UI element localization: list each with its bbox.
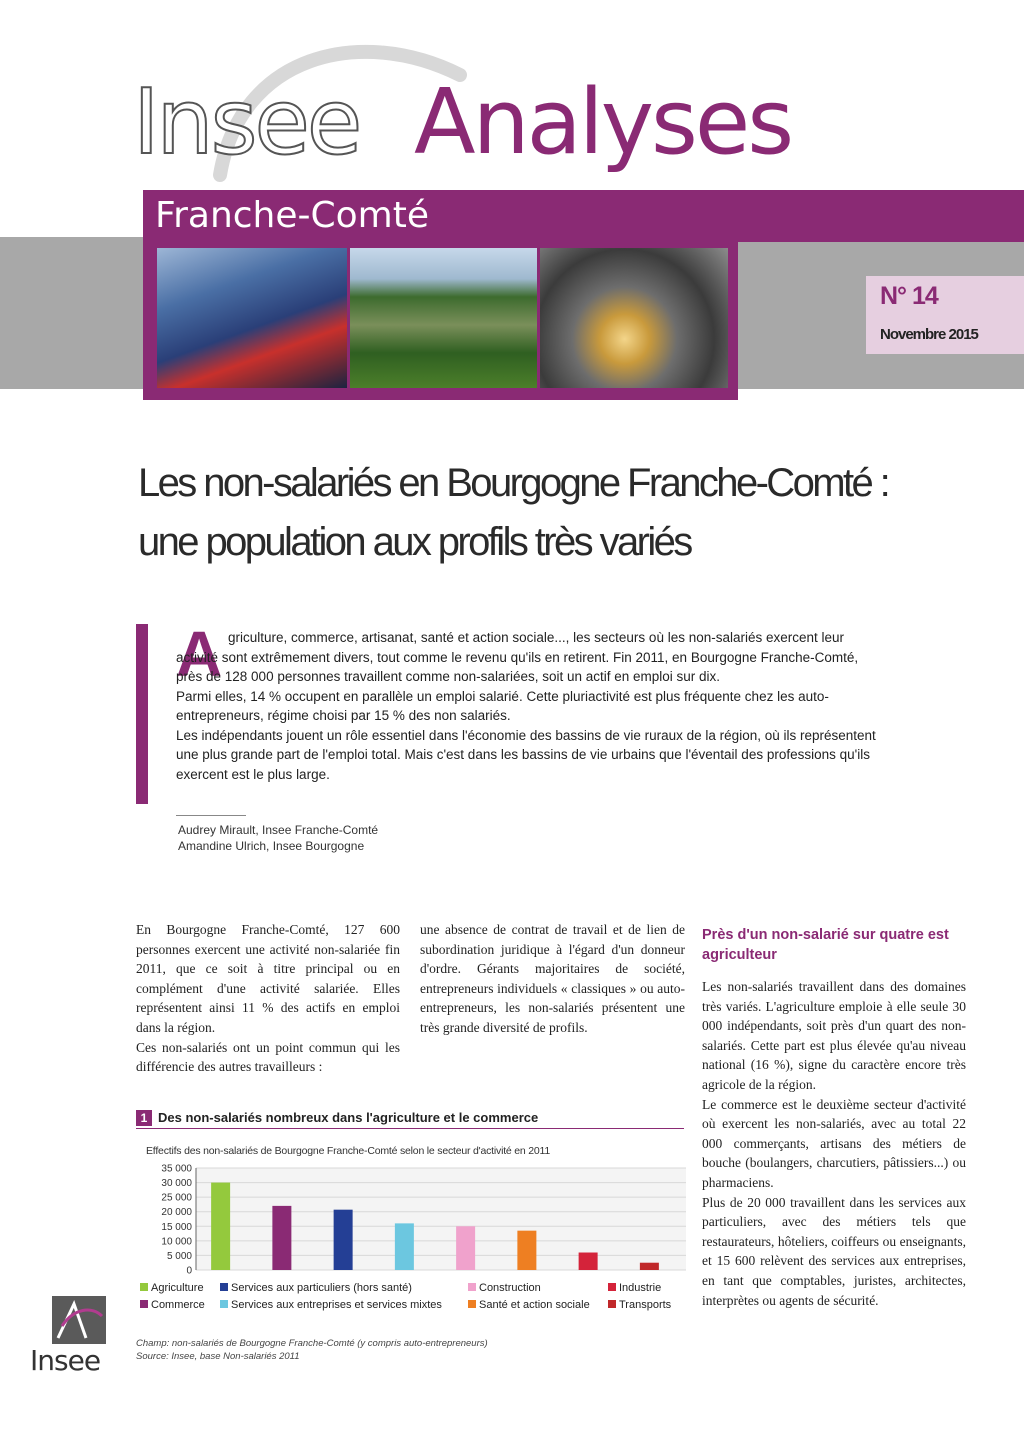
body-column-1 bbox=[136, 920, 400, 1077]
bar-chart bbox=[140, 1160, 688, 1280]
legend-swatch bbox=[140, 1300, 148, 1308]
col3-paragraph-3: Plus de 20 000 travaillent dans les services aux particuliers, avec des métiers tels que restaurateurs, hôteliers, coiffeurs ou enseignants, et 15 600 relèvent des services aux entreprises, en tant que comptables, juristes, architectes, interprètes ou agents de sécurité. bbox=[702, 1194, 966, 1308]
intro-accent-bar bbox=[136, 624, 148, 804]
col2-paragraph-1: une absence de contrat de travail et de lien de subordination juridique à l'égard d'un donneur d'ordre. Gérants majoritaires de société, entrepreneurs individuels « classiques » ou auto-entrepreneurs, les non-salariés présentent une très grande diversité de profils. bbox=[420, 922, 685, 1035]
legend-swatch bbox=[220, 1283, 228, 1291]
author-1: Audrey Mirault, Insee Franche-Comté bbox=[178, 823, 379, 837]
bar-services-aux-entreprises-et-services-mixtes bbox=[395, 1223, 414, 1270]
bar-transports bbox=[640, 1263, 659, 1270]
legend-swatch bbox=[468, 1300, 476, 1308]
chart-title: Effectifs des non-salariés de Bourgogne Franche-Comté selon le secteur d'activité en 2011 bbox=[146, 1145, 551, 1157]
legend-label: Industrie bbox=[619, 1282, 662, 1294]
legend-item bbox=[608, 1298, 671, 1312]
figure-title: Des non-salariés nombreux dans l'agriculture et le commerce bbox=[158, 1110, 539, 1125]
bar-sant-et-action-sociale bbox=[517, 1231, 536, 1270]
legend-item bbox=[140, 1281, 204, 1295]
insee-logo-icon bbox=[52, 1296, 106, 1344]
bar-commerce bbox=[272, 1206, 291, 1270]
y-tick-label: 35 000 bbox=[161, 1163, 192, 1175]
article-title-line-1: Les non-salariés en Bourgogne Franche-Comté : bbox=[138, 461, 889, 505]
intro-paragraph-3: Les indépendants jouent un rôle essentiel dans l'économie des bassins de vie ruraux de la région, où ils représentent une plus grande part de l'emploi total. Mais c'est dans les bassins de vie urbains que l'éventail des professions qu'ils exercent est le plus large. bbox=[176, 727, 876, 782]
photo-village-landscape bbox=[350, 248, 537, 388]
authors bbox=[178, 822, 378, 854]
bar-agriculture bbox=[211, 1183, 230, 1270]
legend-label: Transports bbox=[619, 1299, 672, 1311]
region-title: Franche-Comté bbox=[155, 195, 430, 236]
legend-label: Commerce bbox=[151, 1299, 205, 1311]
col3-paragraph-2: Le commerce est le deuxième secteur d'activité où exercent les non-salariés, avec au total 22 000 commerçants, artisans des métiers de bouche (boulangers, charcutiers, pâtissiers...) ou pharmaciens. bbox=[702, 1096, 966, 1190]
bar-construction bbox=[456, 1226, 475, 1270]
legend-item bbox=[220, 1281, 412, 1295]
intro-paragraph-1: griculture, commerce, artisanat, santé et action sociale..., les secteurs où les non-salariés exercent leur activité sont extrêmement divers, tout comme le revenu qu'ils en retirent. Fin 2011, en Bourgogne Franche-Comté, près de 128 000 personnes travaillent comme non-salariées, soit un actif en emploi sur dix. bbox=[176, 630, 859, 684]
legend-item bbox=[468, 1281, 541, 1295]
author-divider bbox=[176, 815, 246, 816]
issue-date: Novembre 2015 bbox=[880, 326, 978, 343]
y-tick-label: 0 bbox=[186, 1265, 192, 1277]
article-title bbox=[138, 454, 988, 572]
intro-summary bbox=[176, 628, 876, 784]
legend-item bbox=[468, 1298, 590, 1312]
body-column-2 bbox=[420, 920, 685, 1038]
chart-legend bbox=[140, 1281, 688, 1313]
legend-label: Santé et action sociale bbox=[479, 1299, 590, 1311]
brand-analyses: Analyses bbox=[414, 70, 792, 175]
y-tick-label: 10 000 bbox=[161, 1236, 192, 1248]
legend-label: Agriculture bbox=[151, 1282, 204, 1294]
header-photo-strip bbox=[143, 242, 738, 400]
intro-dropcap: A bbox=[176, 618, 223, 690]
intro-paragraph-2: Parmi elles, 14 % occupent en parallèle un emploi salarié. Cette pluriactivité est plus fréquente chez les auto-entrepreneurs, régime choisi par 15 % des non salariés. bbox=[176, 688, 829, 723]
bar-industrie bbox=[579, 1253, 598, 1270]
y-tick-label: 25 000 bbox=[161, 1192, 192, 1204]
figure-notes bbox=[136, 1337, 488, 1363]
y-tick-label: 30 000 bbox=[161, 1178, 192, 1190]
figure-number: 1 bbox=[136, 1110, 152, 1126]
legend-swatch bbox=[608, 1283, 616, 1291]
legend-label: Construction bbox=[479, 1282, 541, 1294]
figure-source-note: Source: Insee, base Non-salariés 2011 bbox=[136, 1351, 300, 1362]
brand-insee: Insee bbox=[133, 70, 360, 175]
legend-item bbox=[140, 1298, 205, 1312]
issue-number: N° 14 bbox=[880, 282, 938, 310]
col1-paragraph-2: Ces non-salariés ont un point commun qui les différencie des autres travailleurs : bbox=[136, 1039, 400, 1075]
photo-industrial-machining bbox=[540, 248, 728, 388]
legend-label: Services aux entreprises et services mixtes bbox=[231, 1299, 442, 1311]
col3-paragraph-1: Les non-salariés travaillent dans des domaines très variés. L'agriculture emploie à elle seule 30 000 indépendants, soit près d'un quart des non-salariés. Cette part est plus élevée qu'au niveau national (16 %), signe du caractère encore très agricole de la région. bbox=[702, 979, 966, 1092]
y-tick-label: 20 000 bbox=[161, 1207, 192, 1219]
figure-scope-note: Champ: non-salariés de Bourgogne Franche-Comté (y compris auto-entrepreneurs) bbox=[136, 1338, 488, 1349]
legend-label: Services aux particuliers (hors santé) bbox=[231, 1282, 412, 1294]
bar-services-aux-particuliers-hors-sant bbox=[334, 1210, 353, 1270]
author-2: Amandine Ulrich, Insee Bourgogne bbox=[178, 839, 365, 853]
y-tick-label: 5 000 bbox=[166, 1250, 192, 1262]
legend-item bbox=[220, 1298, 442, 1312]
body-column-3 bbox=[702, 977, 966, 1310]
legend-swatch bbox=[608, 1300, 616, 1308]
y-tick-label: 15 000 bbox=[161, 1221, 192, 1233]
col1-paragraph-1: En Bourgogne Franche-Comté, 127 600 personnes exercent une activité non-salariée fin 2011, que ce soit à titre principal ou en complément d'une activité salariée. Elles représentent ainsi 11 % des actifs en emploi dans la région. bbox=[136, 922, 400, 1035]
section-heading: Près d'un non-salarié sur quatre est agriculteur bbox=[702, 927, 949, 963]
legend-item bbox=[608, 1281, 661, 1295]
legend-swatch bbox=[140, 1283, 148, 1291]
photo-children-skiing bbox=[157, 248, 347, 388]
figure-rule bbox=[136, 1128, 684, 1129]
legend-swatch bbox=[468, 1283, 476, 1291]
insee-logo-text: Insee bbox=[30, 1344, 101, 1377]
plot-area bbox=[196, 1168, 686, 1270]
article-title-line-2: une population aux profils très variés bbox=[138, 520, 691, 564]
legend-swatch bbox=[220, 1300, 228, 1308]
